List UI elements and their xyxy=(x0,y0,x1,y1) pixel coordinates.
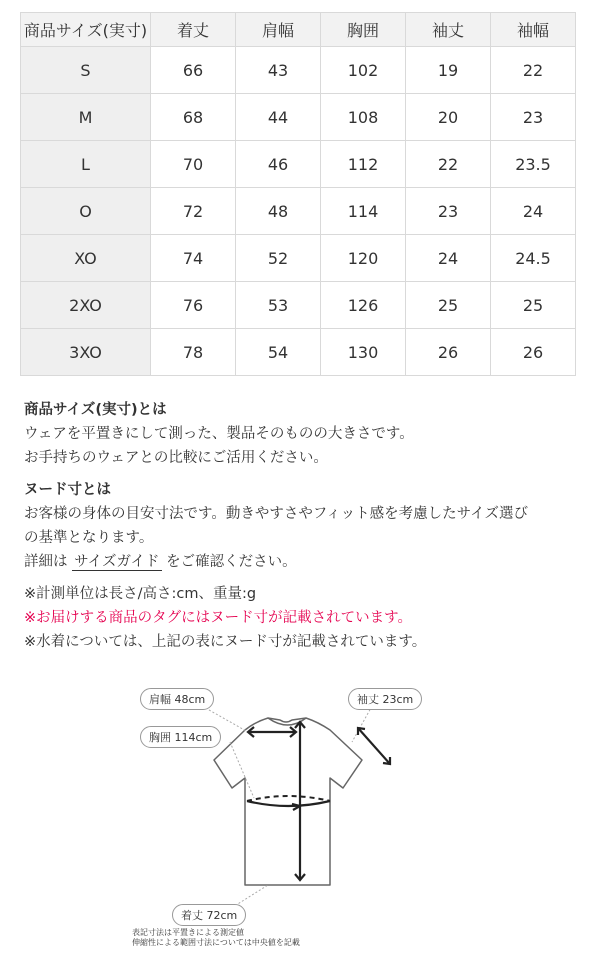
table-cell: 22 xyxy=(406,141,491,188)
sleeve-arrow xyxy=(358,728,390,764)
table-cell: 24 xyxy=(406,235,491,282)
table-cell: 23 xyxy=(406,188,491,235)
table-row xyxy=(21,235,576,282)
table-cell: 26 xyxy=(491,329,576,376)
nude-size-line2: の基準となります。 xyxy=(24,530,154,546)
size-cell: 2XO xyxy=(21,282,151,329)
table-cell: 46 xyxy=(236,141,321,188)
table-cell: 102 xyxy=(321,47,406,94)
chest-arrow xyxy=(247,801,330,806)
header-length: 着丈 xyxy=(151,13,236,47)
table-cell: 24 xyxy=(491,188,576,235)
detail-suffix: をご確認ください。 xyxy=(166,554,297,570)
shoulder-label: 肩幅 48cm xyxy=(140,688,214,710)
footnote-stretch: 伸縮性による範囲寸法については中央値を記載 xyxy=(132,938,300,947)
size-cell: L xyxy=(21,141,151,188)
table-cell: 23.5 xyxy=(491,141,576,188)
size-cell: O xyxy=(21,188,151,235)
table-cell: 25 xyxy=(491,282,576,329)
table-cell: 54 xyxy=(236,329,321,376)
table-cell: 20 xyxy=(406,94,491,141)
tshirt-illustration xyxy=(120,680,440,952)
table-cell: 130 xyxy=(321,329,406,376)
actual-size-section xyxy=(24,398,584,470)
size-cell: S xyxy=(21,47,151,94)
table-row xyxy=(21,47,576,94)
table-cell: 22 xyxy=(491,47,576,94)
table-header-row xyxy=(21,13,576,47)
table-cell: 24.5 xyxy=(491,235,576,282)
table-cell: 112 xyxy=(321,141,406,188)
size-cell: XO xyxy=(21,235,151,282)
table-cell: 26 xyxy=(406,329,491,376)
table-cell: 108 xyxy=(321,94,406,141)
actual-size-line2: お手持ちのウェアとの比較にご活用ください。 xyxy=(24,450,328,466)
nude-size-line1: お客様の身体の目安寸法です。動きやすさやフィット感を考慮したサイズ選び xyxy=(24,506,529,522)
unit-notes xyxy=(24,582,584,654)
size-cell: 3XO xyxy=(21,329,151,376)
header-shoulder: 肩幅 xyxy=(236,13,321,47)
size-notes xyxy=(24,398,584,662)
sleeve-label: 袖丈 23cm xyxy=(348,688,422,710)
table-cell: 66 xyxy=(151,47,236,94)
table-cell: 70 xyxy=(151,141,236,188)
size-table xyxy=(20,12,576,376)
nude-size-section xyxy=(24,478,584,574)
size-guide-link[interactable]: サイズガイド xyxy=(74,554,160,570)
detail-line xyxy=(24,550,584,574)
footnote-flat: 表記寸法は平置きによる測定値 xyxy=(132,928,244,937)
header-sleeve-width: 袖幅 xyxy=(491,13,576,47)
table-cell: 74 xyxy=(151,235,236,282)
table-row xyxy=(21,94,576,141)
length-label: 着丈 72cm xyxy=(172,904,246,926)
table-cell: 19 xyxy=(406,47,491,94)
swimwear-note: ※水着については、上記の表にヌード寸が記載されています。 xyxy=(24,634,427,650)
table-cell: 48 xyxy=(236,188,321,235)
header-chest: 胸囲 xyxy=(321,13,406,47)
table-row xyxy=(21,188,576,235)
header-size: 商品サイズ(実寸) xyxy=(21,13,151,47)
table-cell: 68 xyxy=(151,94,236,141)
chest-label: 胸囲 114cm xyxy=(140,726,221,748)
detail-prefix: 詳細は xyxy=(24,554,68,570)
header-sleeve-length: 袖丈 xyxy=(406,13,491,47)
table-cell: 114 xyxy=(321,188,406,235)
table-cell: 43 xyxy=(236,47,321,94)
actual-size-title: 商品サイズ(実寸)とは xyxy=(24,402,167,418)
table-cell: 78 xyxy=(151,329,236,376)
table-cell: 120 xyxy=(321,235,406,282)
table-row xyxy=(21,141,576,188)
table-cell: 52 xyxy=(236,235,321,282)
unit-note: ※計測単位は長さ/高さ:cm、重量:g xyxy=(24,586,257,602)
size-cell: M xyxy=(21,94,151,141)
table-cell: 44 xyxy=(236,94,321,141)
table-cell: 23 xyxy=(491,94,576,141)
table-cell: 72 xyxy=(151,188,236,235)
table-cell: 126 xyxy=(321,282,406,329)
tag-note: ※お届けする商品のタグにはヌード寸が記載されています。 xyxy=(24,610,412,626)
table-cell: 76 xyxy=(151,282,236,329)
table-cell: 53 xyxy=(236,282,321,329)
tshirt-outline xyxy=(214,718,362,885)
table-cell: 25 xyxy=(406,282,491,329)
actual-size-line1: ウェアを平置きにして測った、製品そのものの大きさです。 xyxy=(24,426,414,442)
table-row xyxy=(21,329,576,376)
nude-size-title: ヌード寸とは xyxy=(24,482,111,498)
table-row xyxy=(21,282,576,329)
measurement-diagram xyxy=(120,680,440,952)
